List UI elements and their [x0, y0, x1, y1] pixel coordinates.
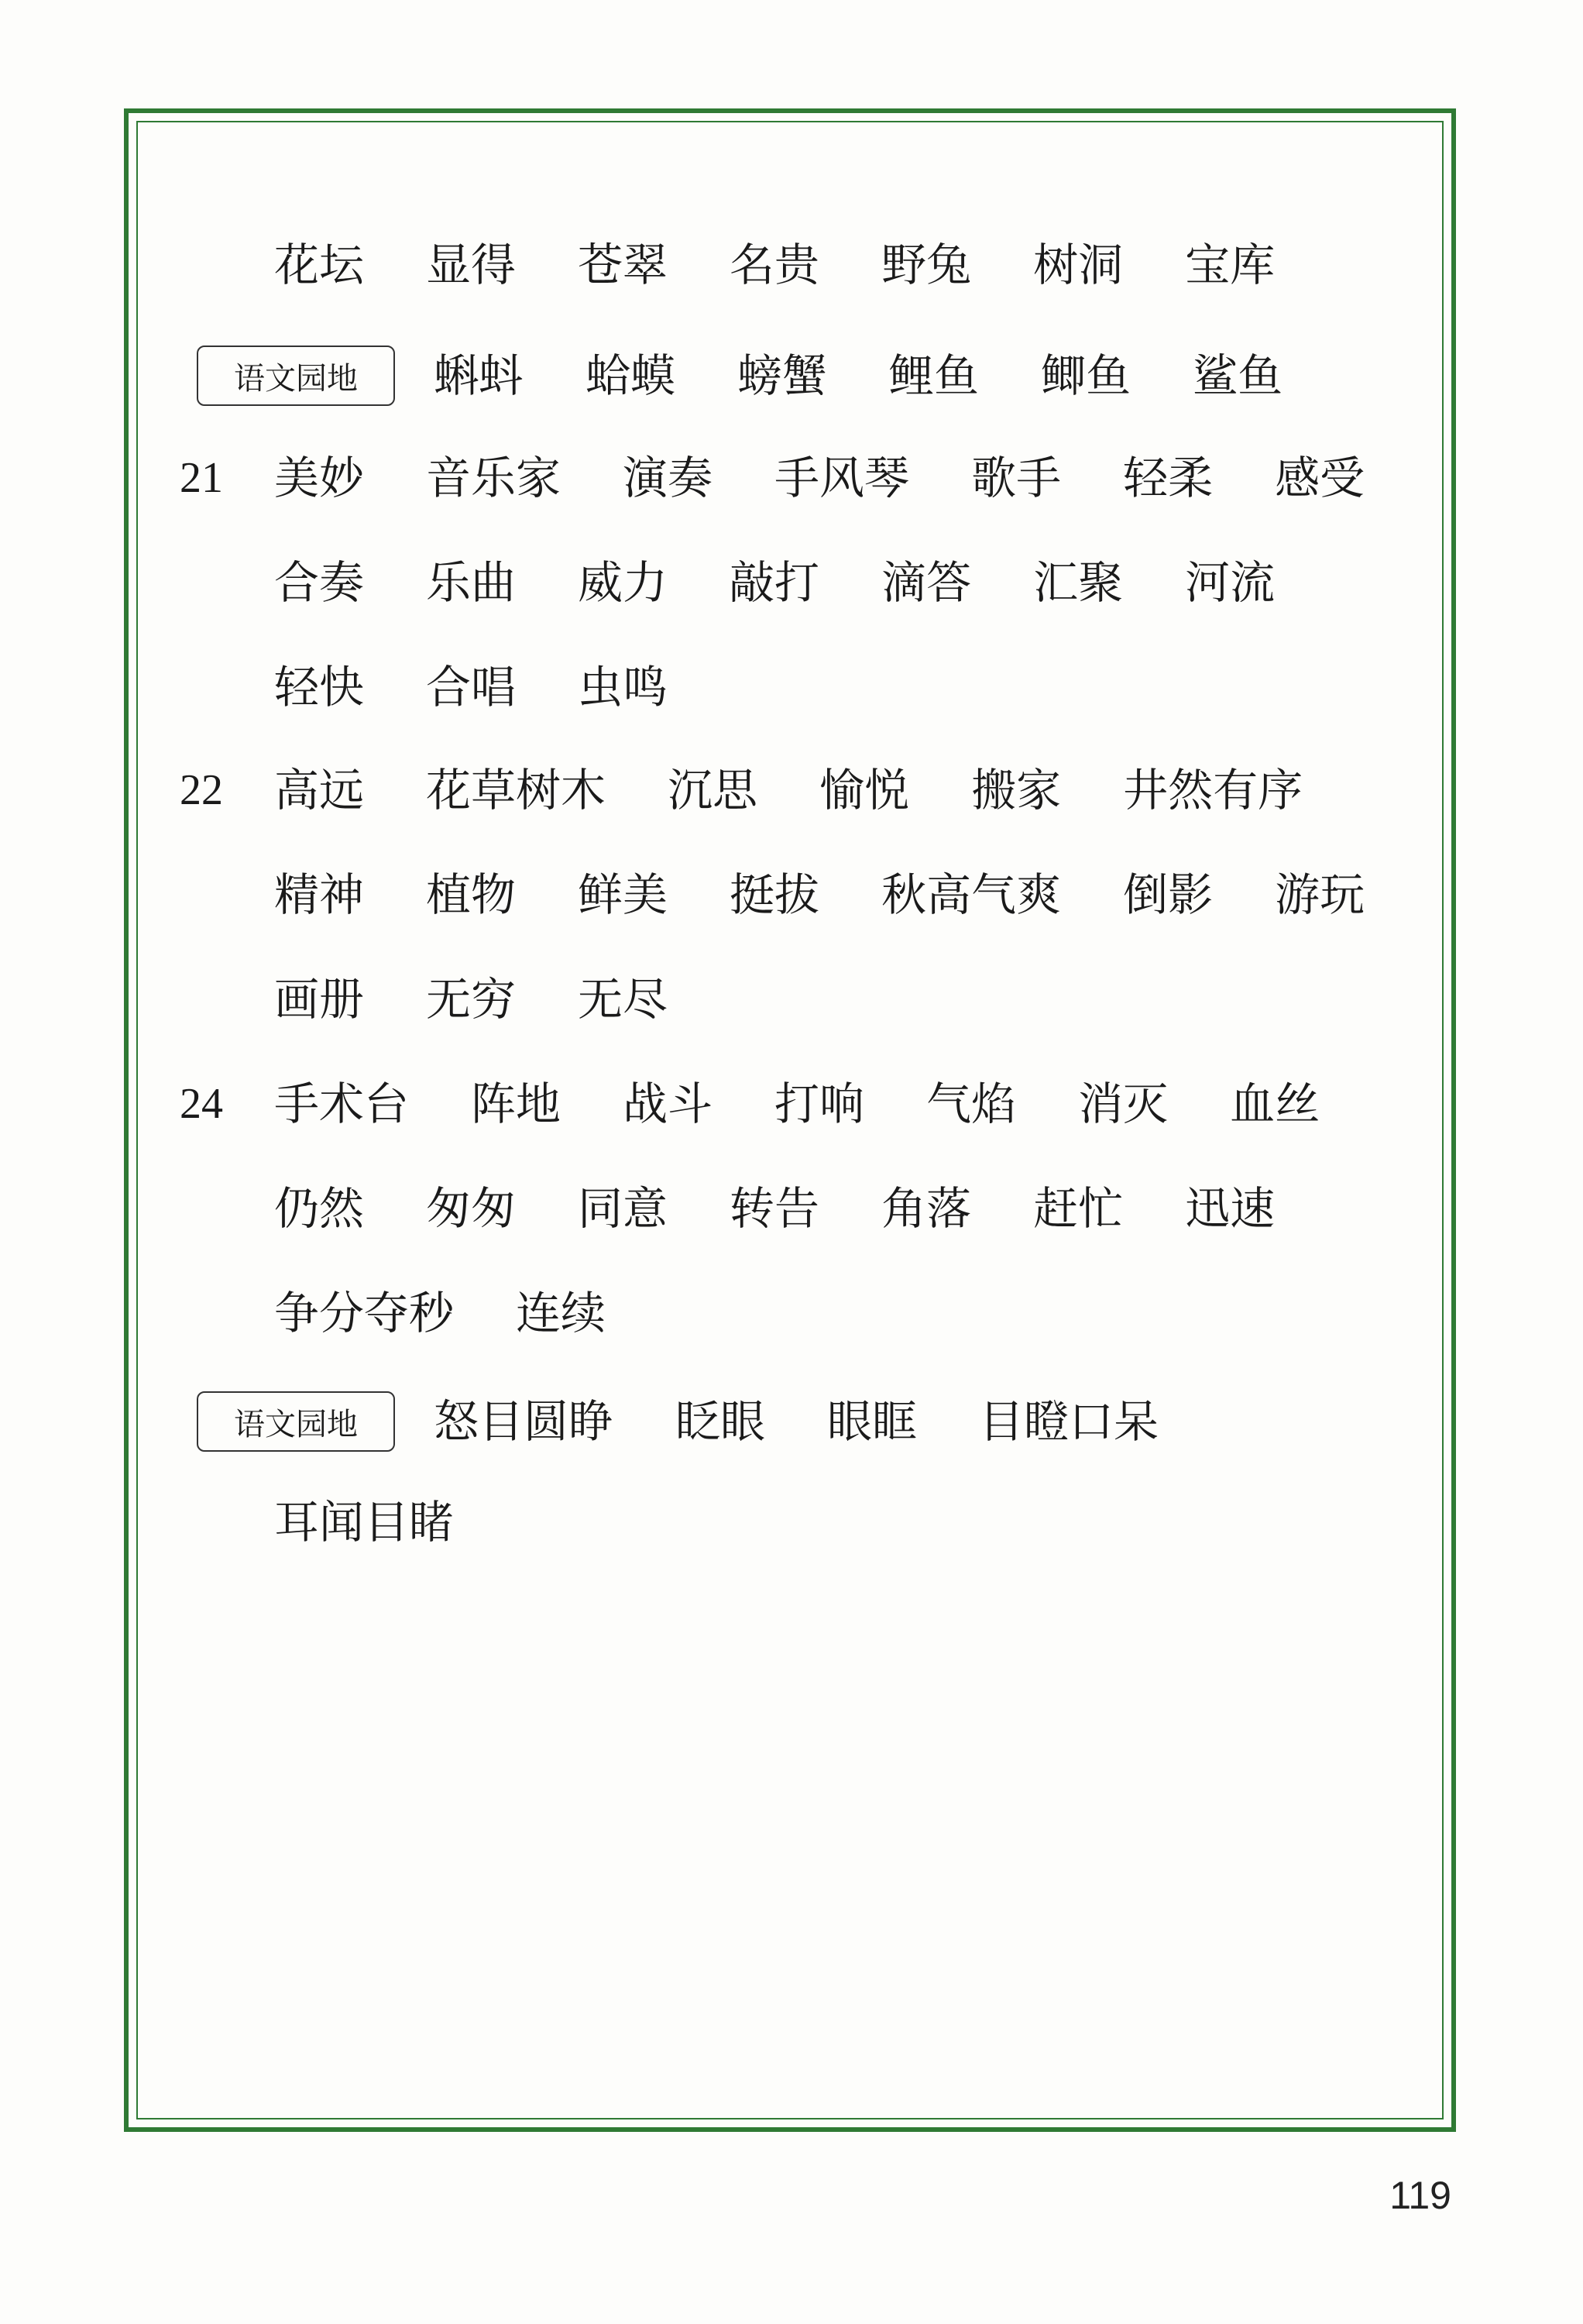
word: 秋高气爽	[881, 868, 1062, 921]
lesson-number: 24	[180, 1080, 223, 1128]
lesson-number: 22	[180, 766, 223, 814]
word: 同意	[578, 1182, 668, 1235]
word: 搬家	[971, 764, 1062, 816]
word: 精神	[274, 868, 365, 921]
word: 眼眶	[827, 1395, 918, 1448]
word: 消灭	[1078, 1078, 1169, 1130]
word: 井然有序	[1123, 764, 1303, 816]
page-number: 119	[1389, 2174, 1451, 2217]
word: 螃蟹	[737, 349, 828, 402]
word: 匆匆	[426, 1182, 517, 1235]
word: 乐曲	[426, 556, 517, 609]
word: 画册	[274, 973, 365, 1026]
word: 鲜美	[578, 868, 668, 921]
word: 蛤蟆	[585, 349, 676, 402]
word: 高远	[274, 764, 365, 816]
word: 沉思	[668, 764, 758, 816]
word: 野兔	[881, 239, 972, 291]
word-line-8	[274, 964, 668, 1034]
word: 植物	[426, 868, 517, 921]
word: 显得	[426, 239, 517, 291]
word: 角落	[881, 1182, 972, 1235]
word: 血丝	[1230, 1078, 1320, 1130]
word: 树洞	[1033, 239, 1124, 291]
word-line-1	[274, 230, 1275, 300]
word: 花坛	[274, 239, 365, 291]
word: 合奏	[274, 556, 365, 609]
word: 汇聚	[1033, 556, 1124, 609]
word-line-13	[274, 1487, 454, 1557]
word: 怒目圆睁	[434, 1395, 614, 1448]
word-line-5	[274, 652, 668, 722]
word: 阵地	[471, 1078, 561, 1130]
word: 合唱	[426, 661, 517, 713]
word: 花草树木	[426, 764, 606, 816]
word: 滴答	[881, 556, 972, 609]
word: 连续	[516, 1287, 606, 1339]
word: 手风琴	[774, 452, 910, 504]
word: 手术台	[274, 1078, 410, 1130]
word: 目瞪口呆	[979, 1395, 1159, 1448]
word: 争分夺秒	[274, 1287, 455, 1339]
word: 无尽	[578, 973, 668, 1026]
word: 演奏	[623, 452, 713, 504]
word-line-12	[434, 1387, 1159, 1456]
word: 眨眼	[675, 1395, 766, 1448]
word: 鲨鱼	[1193, 349, 1283, 402]
word-line-9	[274, 1069, 1320, 1139]
word: 宝库	[1185, 239, 1276, 291]
word: 打响	[774, 1078, 865, 1130]
word: 鲤鱼	[889, 349, 980, 402]
section-tag-chinese-garden: 语文园地	[197, 1391, 395, 1452]
word: 战斗	[623, 1078, 713, 1130]
word: 威力	[578, 556, 668, 609]
word: 游玩	[1275, 868, 1365, 921]
word: 愉悦	[819, 764, 910, 816]
word: 音乐家	[426, 452, 561, 504]
word: 无穷	[426, 973, 517, 1026]
word: 名贵	[730, 239, 820, 291]
word: 歌手	[971, 452, 1062, 504]
word: 气焰	[926, 1078, 1017, 1130]
word-line-10	[274, 1174, 1275, 1243]
word-line-11	[274, 1278, 606, 1348]
word: 倒影	[1123, 868, 1214, 921]
word: 河流	[1185, 556, 1276, 609]
word-line-7	[274, 860, 1365, 930]
word-line-3	[274, 443, 1365, 513]
word-line-2	[434, 341, 1283, 411]
word: 耳闻目睹	[274, 1496, 455, 1549]
word-line-6	[274, 755, 1303, 825]
word: 敲打	[730, 556, 820, 609]
word: 美妙	[274, 452, 365, 504]
word: 虫鸣	[578, 661, 668, 713]
section-tag-chinese-garden: 语文园地	[197, 346, 395, 406]
word: 赶忙	[1033, 1182, 1124, 1235]
word: 挺拔	[730, 868, 820, 921]
word: 迅速	[1185, 1182, 1276, 1235]
word: 转告	[730, 1182, 820, 1235]
word-line-4	[274, 548, 1275, 617]
word: 感受	[1275, 452, 1365, 504]
word: 蝌蚪	[434, 349, 524, 402]
word: 鲫鱼	[1041, 349, 1131, 402]
word: 苍翠	[578, 239, 668, 291]
word: 轻柔	[1123, 452, 1214, 504]
word: 仍然	[274, 1182, 365, 1235]
word: 轻快	[274, 661, 365, 713]
lesson-number: 21	[180, 454, 223, 502]
